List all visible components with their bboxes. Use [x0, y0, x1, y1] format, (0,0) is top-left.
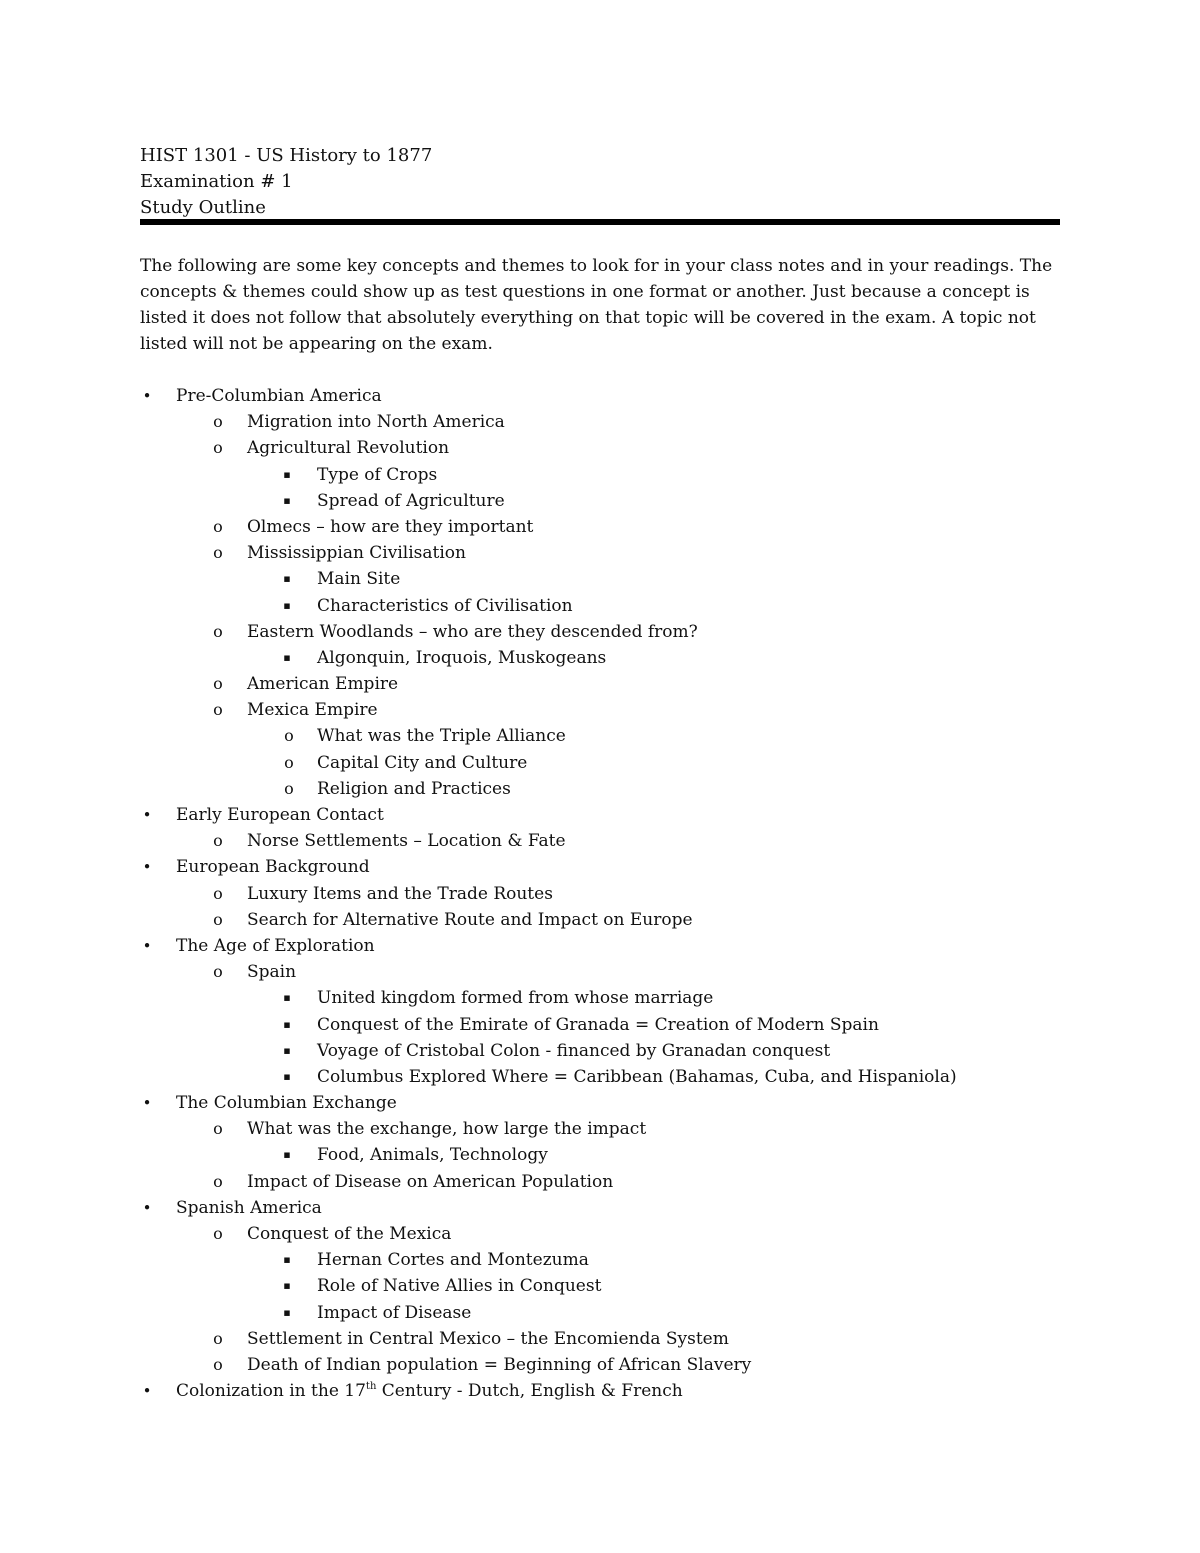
outline-item	[0, 1142, 1200, 1168]
outline-item	[0, 881, 1200, 907]
circle-bullet-icon: o	[284, 726, 294, 746]
outline-item-label: Spain	[247, 962, 297, 983]
outline-item-label: Colonization in the 17	[176, 1381, 366, 1402]
circle-bullet-icon: o	[213, 1328, 223, 1348]
outline-item-label: Capital City and Culture	[317, 752, 528, 773]
circle-bullet-icon: o	[213, 909, 223, 929]
outline-item-text	[247, 435, 449, 461]
outline-item	[0, 697, 1200, 723]
outline-item-label: Migration into North America	[247, 412, 505, 433]
outline-item-text	[317, 723, 566, 749]
disc-bullet-icon: •	[142, 1382, 152, 1401]
outline-item	[0, 933, 1200, 959]
outline-item	[0, 1012, 1200, 1038]
outline-item	[0, 1378, 1200, 1404]
outline-item-text	[317, 1012, 879, 1038]
outline-item-label: Impact of Disease	[317, 1302, 472, 1323]
outline-item	[0, 776, 1200, 802]
outline-item-text	[247, 514, 533, 540]
square-bullet-icon: ▪	[283, 1043, 291, 1057]
square-bullet-icon: ▪	[283, 467, 291, 481]
outline-item	[0, 750, 1200, 776]
outline-item-label: What was the exchange, how large the impact	[247, 1119, 647, 1140]
outline-item-text	[317, 1038, 830, 1064]
circle-bullet-icon: o	[213, 1119, 223, 1139]
outline-item-text	[247, 619, 698, 645]
outline-item-label: Spread of Agriculture	[317, 490, 505, 511]
circle-bullet-icon: o	[213, 883, 223, 903]
outline-item	[0, 1273, 1200, 1299]
outline-item	[0, 723, 1200, 749]
outline-item-label: Norse Settlements – Location & Fate	[247, 831, 566, 852]
outline-item	[0, 1247, 1200, 1273]
outline-item-label: Type of Crops	[317, 464, 438, 485]
circle-bullet-icon: o	[213, 543, 223, 563]
study-outline-list	[0, 383, 1200, 1404]
outline-item	[0, 671, 1200, 697]
outline-item-text	[247, 1352, 751, 1378]
outline-item-text	[176, 1195, 322, 1221]
intro-line: listed will not be appearing on the exam.	[140, 334, 493, 354]
outline-item-text	[317, 985, 713, 1011]
outline-item-text	[176, 802, 384, 828]
outline-item	[0, 1038, 1200, 1064]
outline-item	[0, 985, 1200, 1011]
outline-item	[0, 1169, 1200, 1195]
outline-item-label: What was the Triple Alliance	[317, 726, 566, 747]
outline-item-label: Agricultural Revolution	[247, 438, 450, 459]
outline-item-text	[317, 750, 527, 776]
square-bullet-icon: ▪	[283, 991, 291, 1005]
intro-paragraph	[140, 253, 1080, 357]
outline-item-label: Characteristics of Civilisation	[317, 595, 573, 616]
circle-bullet-icon: o	[213, 700, 223, 720]
circle-bullet-icon: o	[213, 1354, 223, 1374]
disc-bullet-icon: •	[142, 1198, 152, 1217]
circle-bullet-icon: o	[213, 412, 223, 432]
outline-item-label: Search for Alternative Route and Impact on Europe	[247, 909, 693, 930]
disc-bullet-icon: •	[142, 387, 152, 405]
outline-item-label: Spanish America	[176, 1197, 322, 1218]
outline-item	[0, 1352, 1200, 1378]
outline-item-text	[247, 1326, 729, 1352]
disc-bullet-icon: •	[142, 806, 152, 824]
outline-item-text	[317, 1247, 589, 1273]
outline-item-text	[317, 1300, 471, 1326]
outline-item	[0, 593, 1200, 619]
circle-bullet-icon: o	[213, 674, 223, 694]
circle-bullet-icon: o	[213, 621, 223, 641]
outline-item-text	[247, 697, 378, 723]
outline-item	[0, 462, 1200, 488]
outline-item-text	[176, 933, 375, 959]
outline-item	[0, 854, 1200, 880]
square-bullet-icon: ▪	[283, 598, 291, 612]
disc-bullet-icon: •	[142, 1094, 152, 1113]
intro-line: The following are some key concepts and themes to look for in your class notes and in your readings. The	[140, 256, 1053, 276]
outline-item-label: Pre-Columbian America	[176, 386, 382, 406]
circle-bullet-icon: o	[213, 962, 223, 982]
circle-bullet-icon: o	[213, 438, 223, 458]
document-type: Study Outline	[140, 197, 266, 218]
outline-item-text	[317, 1064, 957, 1090]
outline-item-label: Luxury Items and the Trade Routes	[247, 883, 553, 904]
outline-item-label: European Background	[176, 857, 370, 878]
outline-item	[0, 435, 1200, 461]
square-bullet-icon: ▪	[283, 1069, 291, 1083]
outline-item-text	[247, 907, 693, 933]
outline-item	[0, 409, 1200, 435]
outline-item	[0, 566, 1200, 592]
outline-item-text	[247, 540, 466, 566]
outline-item-label-continued: Century - Dutch, English & French	[376, 1381, 683, 1402]
outline-item	[0, 959, 1200, 985]
intro-line: concepts & themes could show up as test questions in one format or another. Just because a concept is	[140, 282, 1030, 302]
outline-item	[0, 1221, 1200, 1247]
course-title: HIST 1301 - US History to 1877	[140, 145, 433, 166]
outline-item-text	[317, 566, 400, 592]
outline-item-label: Death of Indian population = Beginning of African Slavery	[247, 1354, 752, 1375]
outline-item-label: Conquest of the Mexica	[247, 1224, 452, 1244]
outline-item-label: Voyage of Cristobal Colon - financed by Granadan conquest	[317, 1040, 831, 1061]
square-bullet-icon: ▪	[283, 1253, 291, 1267]
outline-item	[0, 645, 1200, 671]
outline-item-text	[317, 1273, 601, 1299]
circle-bullet-icon: o	[213, 516, 223, 536]
outline-item-text	[247, 828, 566, 854]
outline-item-label: Early European Contact	[176, 805, 384, 825]
outline-item-label: Algonquin, Iroquois, Muskogeans	[317, 647, 607, 668]
outline-item-label: Hernan Cortes and Montezuma	[317, 1250, 589, 1271]
outline-item-text	[247, 671, 398, 697]
outline-item-label: Settlement in Central Mexico – the Encomienda System	[247, 1328, 729, 1349]
outline-item	[0, 1064, 1200, 1090]
outline-item-text	[176, 854, 370, 880]
outline-item	[0, 1195, 1200, 1221]
exam-title: Examination # 1	[140, 171, 293, 192]
outline-item-text	[317, 645, 606, 671]
outline-item	[0, 1116, 1200, 1142]
outline-item-text	[176, 1090, 397, 1116]
outline-item	[0, 619, 1200, 645]
outline-item-text	[176, 1378, 683, 1404]
disc-bullet-icon: •	[142, 936, 152, 955]
outline-item-label: The Columbian Exchange	[176, 1093, 397, 1114]
outline-item	[0, 383, 1200, 409]
ordinal-suffix: th	[365, 1381, 377, 1393]
outline-item-label: Columbus Explored Where = Caribbean (Bahamas, Cuba, and Hispaniola)	[317, 1066, 957, 1087]
outline-item-label: Main Site	[317, 569, 401, 590]
intro-line: listed it does not follow that absolutely everything on that topic will be covered in the exam. A topic not	[140, 308, 1036, 328]
outline-item-text	[317, 776, 511, 802]
outline-item	[0, 802, 1200, 828]
outline-item	[0, 488, 1200, 514]
square-bullet-icon: ▪	[283, 1017, 291, 1031]
square-bullet-icon: ▪	[283, 1305, 291, 1319]
outline-item-label: Conquest of the Emirate of Granada = Creation of Modern Spain	[317, 1014, 879, 1035]
circle-bullet-icon: o	[284, 752, 294, 772]
circle-bullet-icon: o	[284, 778, 294, 798]
outline-item-text	[247, 881, 553, 907]
circle-bullet-icon: o	[213, 1224, 223, 1243]
circle-bullet-icon: o	[213, 831, 223, 851]
document-header	[140, 143, 1060, 221]
square-bullet-icon: ▪	[283, 572, 291, 586]
outline-item	[0, 540, 1200, 566]
outline-item-text	[247, 1116, 646, 1142]
outline-item-label: Food, Animals, Technology	[317, 1145, 548, 1166]
disc-bullet-icon: •	[142, 858, 152, 877]
outline-item-label: Impact of Disease on American Population	[247, 1171, 614, 1192]
outline-item-label: American Empire	[247, 674, 399, 695]
outline-item	[0, 907, 1200, 933]
outline-item-label: The Age of Exploration	[176, 935, 375, 956]
outline-item-label: Eastern Woodlands – who are they descended from?	[247, 621, 698, 642]
outline-item-text	[317, 593, 573, 619]
square-bullet-icon: ▪	[283, 1148, 291, 1162]
square-bullet-icon: ▪	[283, 493, 291, 507]
outline-item-text	[247, 959, 296, 985]
circle-bullet-icon: o	[213, 1171, 223, 1191]
outline-item-text	[317, 462, 437, 488]
outline-item-label: Olmecs – how are they important	[247, 516, 534, 537]
outline-item-label: United kingdom formed from whose marriage	[317, 988, 714, 1009]
header-divider	[140, 219, 1060, 225]
outline-item-text	[317, 1142, 548, 1168]
outline-item	[0, 514, 1200, 540]
outline-item	[0, 1300, 1200, 1326]
outline-item-label: Role of Native Allies in Conquest	[317, 1276, 602, 1297]
outline-item-text	[247, 1169, 613, 1195]
outline-item-text	[317, 488, 505, 514]
outline-item	[0, 1326, 1200, 1352]
outline-item-label: Religion and Practices	[317, 778, 511, 799]
outline-item-text	[176, 383, 382, 409]
square-bullet-icon: ▪	[283, 1279, 291, 1293]
outline-item-label: Mexica Empire	[247, 700, 378, 721]
square-bullet-icon: ▪	[283, 650, 291, 664]
outline-item-text	[247, 409, 505, 435]
outline-item	[0, 828, 1200, 854]
outline-item-text	[247, 1221, 451, 1247]
outline-item-label: Mississippian Civilisation	[247, 543, 466, 564]
outline-item	[0, 1090, 1200, 1116]
